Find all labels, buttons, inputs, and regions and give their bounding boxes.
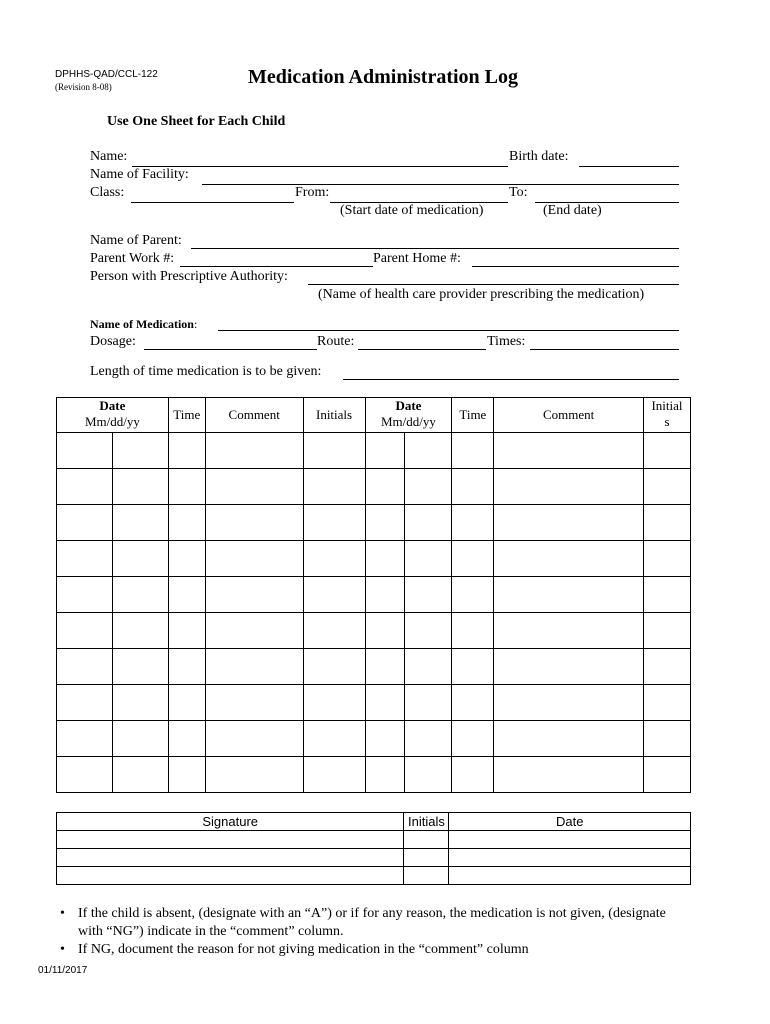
initials-cell[interactable]: [643, 469, 690, 505]
medication-label: [90, 317, 197, 332]
length-label: Length of time medication is to be given:: [90, 364, 322, 379]
to-label: To:: [509, 185, 528, 200]
comment-header-2: [494, 398, 644, 433]
note-item-ng: [56, 941, 678, 959]
date-cell[interactable]: [449, 831, 691, 849]
signature-cell[interactable]: [57, 849, 404, 867]
time-cell[interactable]: [168, 469, 205, 505]
initials-cell[interactable]: [303, 613, 365, 649]
signature-cell[interactable]: [57, 867, 404, 885]
time-cell[interactable]: [168, 433, 205, 469]
signature-row: [57, 849, 691, 867]
comment-cell[interactable]: [205, 649, 303, 685]
initials-header-label-line2: s: [664, 414, 670, 429]
times-field[interactable]: [530, 349, 679, 350]
date-cell[interactable]: [405, 721, 452, 757]
signature-header-row: [57, 813, 691, 831]
comment-cell[interactable]: [494, 649, 644, 685]
comment-cell[interactable]: [494, 757, 644, 793]
comment-cell[interactable]: [205, 685, 303, 721]
date-cell[interactable]: [365, 505, 405, 541]
signature-header: Signature: [57, 813, 404, 831]
comment-cell[interactable]: [494, 541, 644, 577]
initials-header-label: Initials: [315, 407, 353, 422]
signature-row: [57, 867, 691, 885]
time-cell[interactable]: [168, 577, 205, 613]
date-cell[interactable]: [405, 577, 452, 613]
note-text: If NG, document the reason for not giving medication in the “comment” column: [78, 942, 529, 957]
birth-date-field[interactable]: [579, 166, 679, 167]
class-field[interactable]: [131, 202, 294, 203]
initials-cell[interactable]: [303, 541, 365, 577]
signature-row: [57, 831, 691, 849]
date-cell[interactable]: [405, 541, 452, 577]
log-header-row: [57, 398, 691, 433]
time-cell[interactable]: [452, 577, 494, 613]
initials-cell[interactable]: [643, 541, 690, 577]
time-cell[interactable]: [168, 541, 205, 577]
footer-date: 01/11/2017: [38, 965, 88, 976]
initials-cell[interactable]: [303, 469, 365, 505]
log-row: [57, 541, 691, 577]
page-title: Medication Administration Log: [248, 66, 519, 88]
date-header-2: [365, 398, 452, 433]
date-cell[interactable]: [112, 577, 168, 613]
notes-list: [56, 905, 678, 959]
date-cell[interactable]: [112, 469, 168, 505]
time-cell[interactable]: [452, 469, 494, 505]
comment-cell[interactable]: [494, 613, 644, 649]
time-cell[interactable]: [452, 685, 494, 721]
initials-cell[interactable]: [404, 849, 449, 867]
date-cell[interactable]: [365, 649, 405, 685]
medication-log-table: [56, 397, 691, 793]
initials-cell[interactable]: [643, 721, 690, 757]
medication-field[interactable]: [218, 330, 679, 331]
comment-cell[interactable]: [494, 577, 644, 613]
dosage-field[interactable]: [144, 349, 317, 350]
comment-cell[interactable]: [205, 433, 303, 469]
initials-header-2: [643, 398, 690, 433]
date-cell[interactable]: [57, 469, 113, 505]
date-cell[interactable]: [57, 577, 113, 613]
date-cell[interactable]: [365, 757, 405, 793]
date-cell[interactable]: [112, 433, 168, 469]
time-cell[interactable]: [168, 757, 205, 793]
form-revision: (Revision 8-08): [55, 82, 112, 92]
time-cell[interactable]: [168, 505, 205, 541]
log-row: [57, 721, 691, 757]
initials-cell[interactable]: [303, 649, 365, 685]
signature-initials-header: Initials: [404, 813, 449, 831]
time-header-label: Time: [459, 407, 487, 422]
initials-cell[interactable]: [303, 433, 365, 469]
date-cell[interactable]: [57, 721, 113, 757]
initials-cell[interactable]: [643, 433, 690, 469]
initials-cell[interactable]: [303, 685, 365, 721]
date-cell[interactable]: [112, 757, 168, 793]
date-cell[interactable]: [112, 505, 168, 541]
date-cell[interactable]: [365, 721, 405, 757]
initials-cell[interactable]: [643, 505, 690, 541]
prescriber-label: Person with Prescriptive Authority:: [90, 269, 288, 284]
time-cell[interactable]: [452, 721, 494, 757]
time-cell[interactable]: [168, 685, 205, 721]
time-cell[interactable]: [168, 613, 205, 649]
initials-cell[interactable]: [404, 867, 449, 885]
comment-cell[interactable]: [205, 757, 303, 793]
date-cell[interactable]: [449, 867, 691, 885]
dosage-label: Dosage:: [90, 334, 136, 349]
comment-header-label: Comment: [543, 407, 595, 422]
initials-cell[interactable]: [303, 757, 365, 793]
note-text: If the child is absent, (designate with an “A”) or if for any reason, the medication is not given, (designate with “NG”) indicate in the “comment” column.: [78, 906, 666, 939]
date-cell[interactable]: [112, 613, 168, 649]
time-header-1: [168, 398, 205, 433]
parent-work-field[interactable]: [180, 266, 373, 267]
comment-cell[interactable]: [205, 577, 303, 613]
log-row: [57, 685, 691, 721]
date-cell[interactable]: [57, 433, 113, 469]
date-cell[interactable]: [405, 505, 452, 541]
form-id: DPHHS-QAD/CCL-122: [55, 69, 158, 80]
prescriber-field[interactable]: [308, 284, 679, 285]
date-cell[interactable]: [405, 649, 452, 685]
class-label: Class:: [90, 185, 125, 200]
initials-header-1: [303, 398, 365, 433]
route-label: Route:: [317, 334, 355, 349]
log-row: [57, 505, 691, 541]
medication-label-text: Name of Medication: [90, 317, 194, 331]
route-field[interactable]: [358, 349, 486, 350]
time-header-label: Time: [173, 407, 201, 422]
initials-cell[interactable]: [303, 721, 365, 757]
comment-cell[interactable]: [494, 721, 644, 757]
comment-cell[interactable]: [205, 613, 303, 649]
date-cell[interactable]: [405, 469, 452, 505]
parent-work-label: Parent Work #:: [90, 251, 175, 266]
initials-cell[interactable]: [643, 613, 690, 649]
initials-cell[interactable]: [643, 757, 690, 793]
parent-home-label: Parent Home #:: [373, 251, 461, 266]
date-header-label: Date: [99, 398, 126, 413]
log-table-body: [57, 433, 691, 793]
log-row: [57, 469, 691, 505]
date-cell[interactable]: [365, 613, 405, 649]
comment-cell[interactable]: [494, 685, 644, 721]
from-label: From:: [295, 185, 330, 200]
instruction-text: Use One Sheet for Each Child: [107, 114, 286, 129]
initials-cell[interactable]: [404, 831, 449, 849]
time-cell[interactable]: [168, 721, 205, 757]
date-cell[interactable]: [57, 541, 113, 577]
signature-table-body: [57, 831, 691, 885]
comment-cell[interactable]: [494, 505, 644, 541]
name-label: Name:: [90, 149, 128, 164]
start-date-note: (Start date of medication): [340, 203, 484, 218]
signature-date-header: Date: [449, 813, 691, 831]
date-cell[interactable]: [365, 577, 405, 613]
initials-header-label-line1: Initial: [651, 398, 683, 413]
parent-home-field[interactable]: [472, 266, 679, 267]
comment-header-1: [205, 398, 303, 433]
date-cell[interactable]: [365, 469, 405, 505]
log-row: [57, 577, 691, 613]
time-cell[interactable]: [168, 649, 205, 685]
date-cell[interactable]: [405, 757, 452, 793]
initials-cell[interactable]: [643, 577, 690, 613]
end-date-note: (End date): [543, 203, 602, 218]
date-header-label: Date: [395, 398, 422, 413]
times-label: Times:: [487, 334, 526, 349]
note-item-absent: [56, 905, 678, 941]
time-cell[interactable]: [452, 757, 494, 793]
date-cell[interactable]: [57, 649, 113, 685]
time-cell[interactable]: [452, 505, 494, 541]
date-cell[interactable]: [365, 685, 405, 721]
initials-cell[interactable]: [303, 577, 365, 613]
facility-label: Name of Facility:: [90, 167, 189, 182]
parent-label: Name of Parent:: [90, 233, 182, 248]
date-cell[interactable]: [57, 505, 113, 541]
initials-cell[interactable]: [303, 505, 365, 541]
time-cell[interactable]: [452, 613, 494, 649]
signature-cell[interactable]: [57, 831, 404, 849]
facility-field[interactable]: [202, 184, 679, 185]
comment-cell[interactable]: [205, 541, 303, 577]
time-cell[interactable]: [452, 433, 494, 469]
comment-cell[interactable]: [494, 469, 644, 505]
log-row: [57, 613, 691, 649]
date-cell[interactable]: [365, 541, 405, 577]
comment-cell[interactable]: [205, 469, 303, 505]
initials-cell[interactable]: [643, 685, 690, 721]
comment-header-label: Comment: [228, 407, 280, 422]
signature-table: [56, 812, 691, 885]
time-cell[interactable]: [452, 649, 494, 685]
parent-field[interactable]: [191, 248, 679, 249]
length-field[interactable]: [343, 379, 679, 380]
initials-cell[interactable]: [643, 649, 690, 685]
time-cell[interactable]: [452, 541, 494, 577]
date-cell[interactable]: [405, 433, 452, 469]
date-cell[interactable]: [112, 721, 168, 757]
log-row: [57, 433, 691, 469]
date-header-format: Mm/dd/yy: [84, 414, 140, 429]
time-header-2: [452, 398, 494, 433]
date-cell[interactable]: [112, 649, 168, 685]
date-cell[interactable]: [112, 685, 168, 721]
comment-cell[interactable]: [205, 505, 303, 541]
date-cell[interactable]: [57, 757, 113, 793]
date-cell[interactable]: [449, 849, 691, 867]
medication-label-colon: :: [193, 317, 198, 331]
date-cell[interactable]: [365, 433, 405, 469]
date-header-format: Mm/dd/yy: [380, 414, 436, 429]
comment-cell[interactable]: [205, 721, 303, 757]
prescriber-note: (Name of health care provider prescribing the medication): [318, 287, 645, 302]
date-cell[interactable]: [405, 613, 452, 649]
log-row: [57, 649, 691, 685]
birth-date-label: Birth date:: [509, 149, 569, 164]
date-cell[interactable]: [405, 685, 452, 721]
date-header-1: [57, 398, 169, 433]
log-row: [57, 757, 691, 793]
date-cell[interactable]: [57, 613, 113, 649]
comment-cell[interactable]: [494, 433, 644, 469]
date-cell[interactable]: [57, 685, 113, 721]
date-cell[interactable]: [112, 541, 168, 577]
